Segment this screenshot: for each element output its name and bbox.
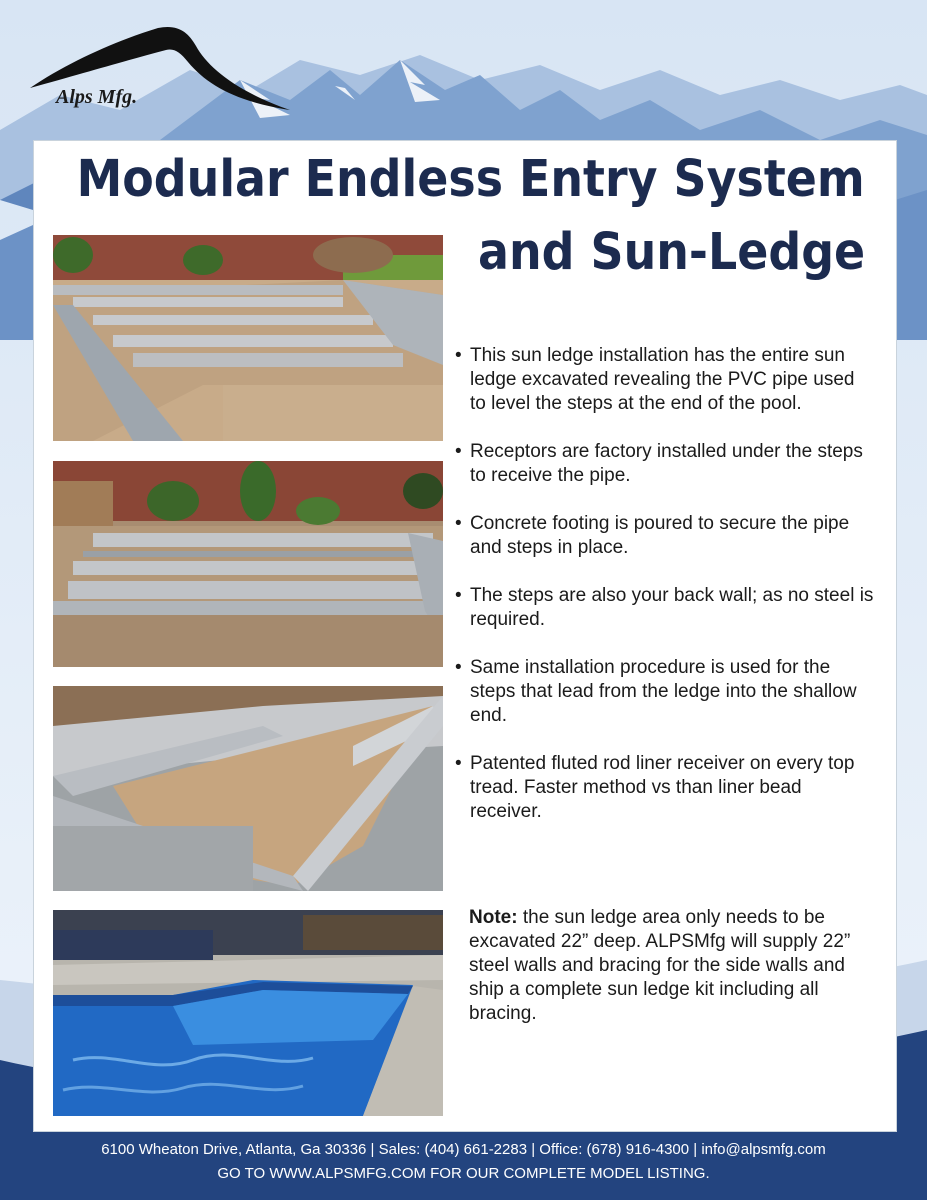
footer-cta: GO TO WWW.ALPSMFG.COM FOR OUR COMPLETE MODEL LISTING.: [217, 1165, 710, 1182]
bullet-item: • The steps are also your back wall; as no steel is required.: [455, 585, 874, 630]
footer: [0, 1138, 927, 1186]
footer-contact: 6100 Wheaton Drive, Atlanta, Ga 30336 | Sales: (404) 661-2283 | Office: (678) 916-4300 | info@alpsmfg.com: [101, 1141, 826, 1158]
photo-sun-ledge-excavation: [53, 235, 443, 441]
bullet-item: • This sun ledge installation has the entire sun ledge excavated revealing the PVC pipe used to level the steps at the end of the pool.: [455, 345, 855, 414]
photo-concrete-footing: [53, 686, 443, 891]
bullet-item: • Receptors are factory installed under the steps to receive the pipe.: [455, 441, 863, 486]
note-paragraph: [469, 906, 879, 1026]
bullet-item: • Same installation procedure is used for the steps that lead from the ledge into the shallow end.: [455, 657, 857, 726]
brand-logo-text: Alps Mfg.: [56, 86, 138, 108]
page-title-line-2: and Sun-Ledge: [477, 223, 865, 282]
photo-finished-pool: [53, 910, 443, 1116]
photo-step-receptors: [53, 461, 443, 667]
page-title-line-1: Modular Endless Entry System: [76, 150, 865, 209]
feature-bullet-list: [455, 344, 875, 824]
bullet-item: • Concrete footing is poured to secure the pipe and steps in place.: [455, 513, 850, 558]
note-text: the sun ledge area only needs to be excavated 22” deep. ALPSMfg will supply 22” steel walls and bracing for the side walls and ship a complete sun ledge kit including all bracing.: [469, 907, 851, 1024]
note-label: Note:: [469, 907, 518, 928]
bullet-item: • Patented fluted rod liner receiver on every top tread. Faster method vs than liner bead receiver.: [455, 753, 855, 822]
